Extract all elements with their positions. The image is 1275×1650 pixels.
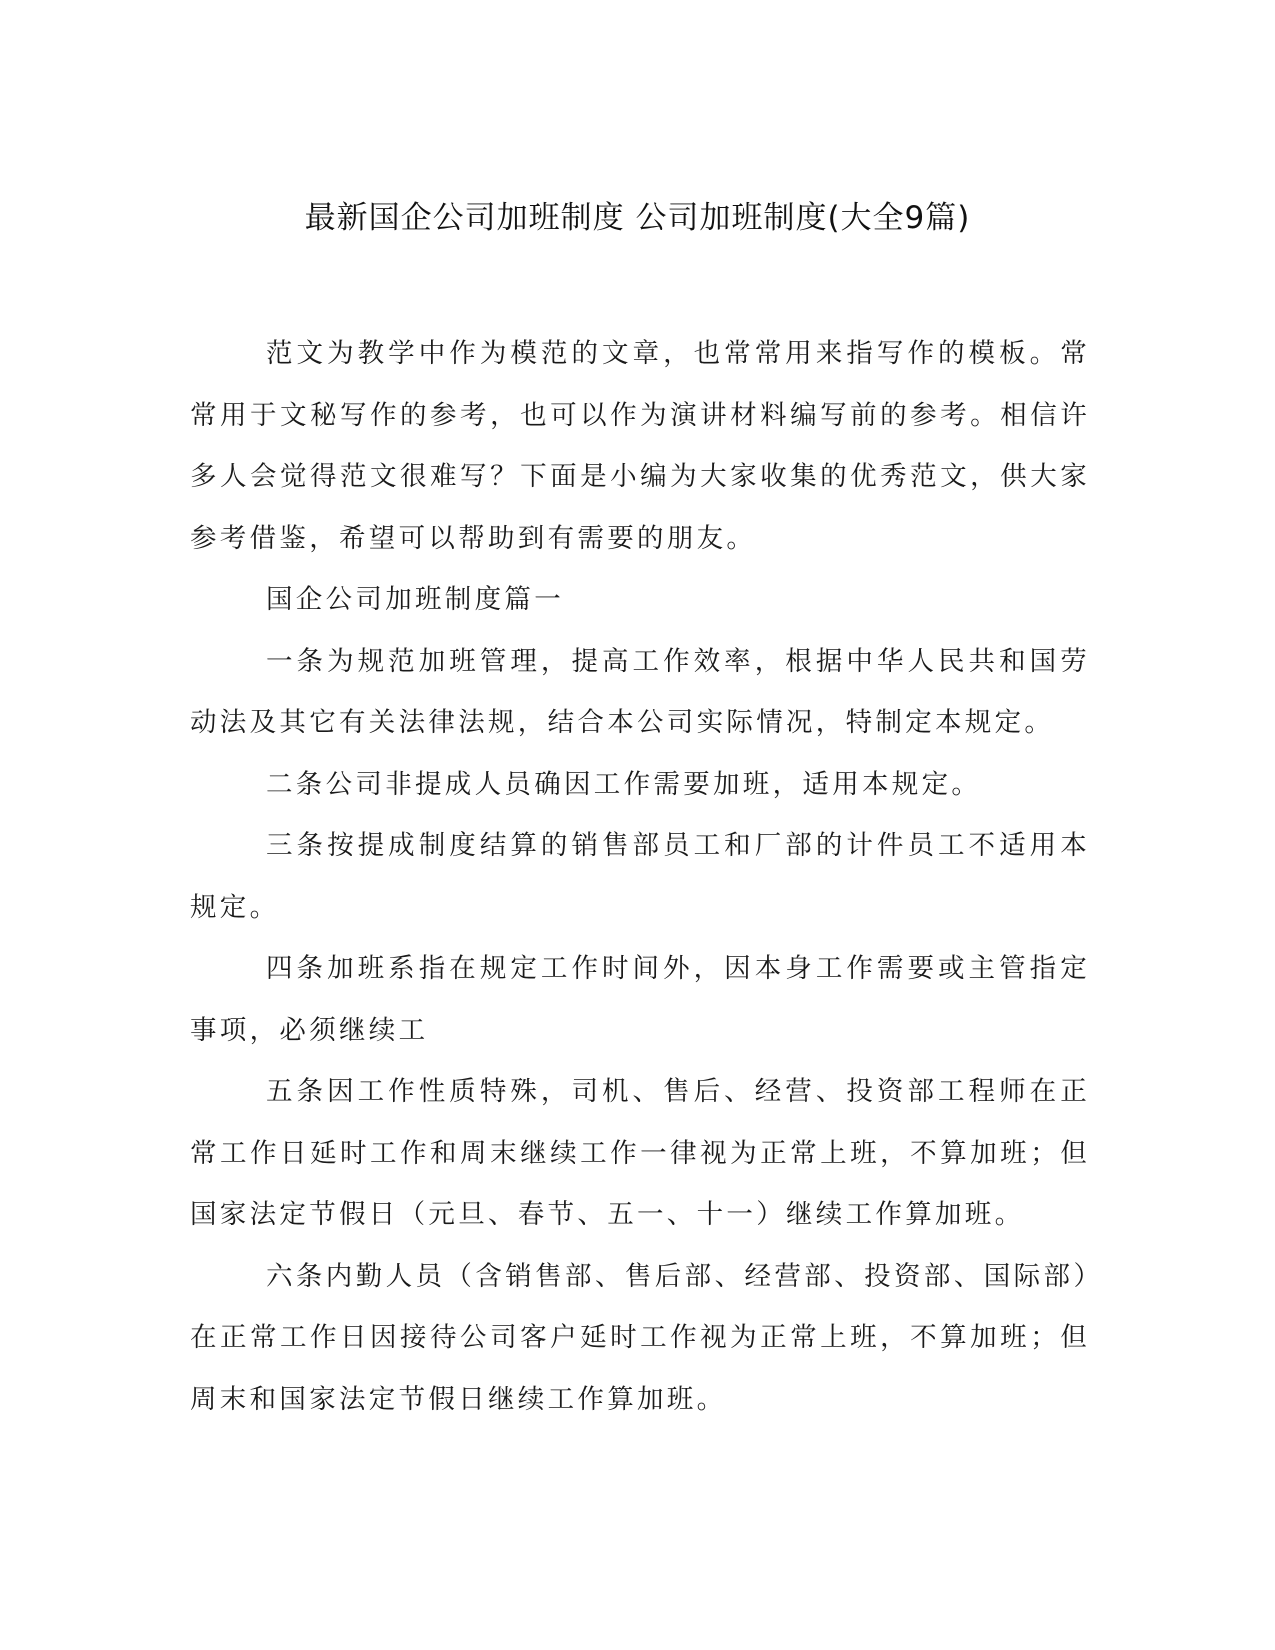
paragraph-article-6: 六条内勤人员（含销售部、售后部、经营部、投资部、国际部）在正常工作日因接待公司客户延时工作视为正常上班，不算加班；但周末和国家法定节假日继续工作算加班。: [190, 1260, 1090, 1415]
paragraph-intro: 范文为教学中作为模范的文章，也常常用来指写作的模板。常常用于文秘写作的参考，也可以作为演讲材料编写前的参考。相信许多人会觉得范文很难写？下面是小编为大家收集的优秀范文，供大家参考借鉴，希望可以帮助到有需要的朋友。: [190, 338, 1090, 554]
paragraph-article-4: 四条加班系指在规定工作时间外，因本身工作需要或主管指定事项，必须继续工: [190, 953, 1090, 1046]
section-heading: 国企公司加班制度篇一: [266, 584, 564, 615]
paragraph-article-3: 三条按提成制度结算的销售部员工和厂部的计件员工不适用本规定。: [190, 830, 1090, 923]
paragraph-article-5: 五条因工作性质特殊，司机、售后、经营、投资部工程师在正常工作日延时工作和周末继续工作一律视为正常上班，不算加班；但国家法定节假日（元旦、春节、五一、十一）继续工作算加班。: [190, 1076, 1090, 1230]
document-body: [190, 323, 1090, 1430]
paragraph-article-2: 二条公司非提成人员确因工作需要加班，适用本规定。: [266, 768, 982, 800]
paragraph-article-1: 一条为规范加班管理，提高工作效率，根据中华人民共和国劳动法及其它有关法律法规，结合本公司实际情况，特制定本规定。: [190, 645, 1090, 738]
document-title: 最新国企公司加班制度 公司加班制度(大全9篇): [304, 200, 971, 236]
